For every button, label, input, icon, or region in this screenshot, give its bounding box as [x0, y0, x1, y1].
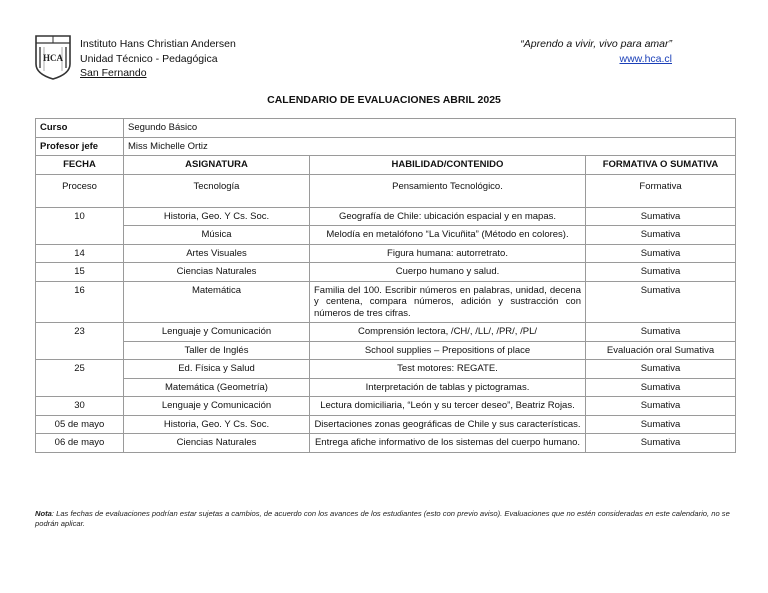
footnote-text: : Las fechas de evaluaciones podrían estar sujetas a cambios, de acuerdo con los avances de los estudiantes (esto con previo aviso). Evaluaciones que no estén consideradas en este calendario, no se podrán aplicar.	[35, 509, 730, 528]
cell-asignatura: Ciencias Naturales	[124, 434, 310, 453]
evaluations-table	[35, 118, 736, 453]
cell-tipo: Sumativa	[586, 263, 736, 282]
cell-fecha: 06 de mayo	[36, 434, 124, 453]
cell-tipo: Sumativa	[586, 378, 736, 397]
cell-asignatura: Tecnología	[124, 174, 310, 207]
cell-tipo: Sumativa	[586, 415, 736, 434]
cell-asignatura: Artes Visuales	[124, 244, 310, 263]
cell-tipo: Formativa	[586, 174, 736, 207]
school-motto: “Aprendo a vivir, vivo para amar”	[520, 38, 672, 50]
teacher-value: Miss Michelle Ortiz	[124, 137, 736, 156]
cell-contenido: School supplies – Prepositions of place	[310, 341, 586, 360]
cell-fecha: 10	[36, 207, 124, 244]
cell-fecha: Proceso	[36, 174, 124, 207]
cell-asignatura: Música	[124, 226, 310, 245]
cell-contenido: Interpretación de tablas y pictogramas.	[310, 378, 586, 397]
cell-asignatura: Lenguaje y Comunicación	[124, 323, 310, 342]
table-row	[36, 281, 736, 323]
cell-contenido: Comprensión lectora, /CH/, /LL/, /PR/, /PL/	[310, 323, 586, 342]
cell-contenido: Lectura domiciliaria, “León y su tercer deseo”, Beatriz Rojas.	[310, 397, 586, 416]
motto-block	[520, 37, 672, 66]
table-header-row	[36, 156, 736, 175]
table-row	[36, 360, 736, 379]
cell-tipo: Sumativa	[586, 207, 736, 226]
column-header-contenido: HABILIDAD/CONTENIDO	[310, 156, 586, 175]
cell-tipo: Evaluación oral Sumativa	[586, 341, 736, 360]
table-row	[36, 174, 736, 207]
cell-fecha: 15	[36, 263, 124, 282]
cell-asignatura: Matemática	[124, 281, 310, 323]
cell-fecha: 30	[36, 397, 124, 416]
logo-letters: HCA	[43, 53, 63, 63]
table-row	[36, 378, 736, 397]
cell-contenido: Geografía de Chile: ubicación espacial y en mapas.	[310, 207, 586, 226]
institution-name: Instituto Hans Christian Andersen	[80, 38, 236, 50]
cell-contenido: Melodía en metalófono “La Vicuñita” (Método en colores).	[310, 226, 586, 245]
teacher-row	[36, 137, 736, 156]
cell-asignatura: Taller de Inglés	[124, 341, 310, 360]
footnote-label: Nota	[35, 509, 52, 518]
cell-tipo: Sumativa	[586, 226, 736, 245]
institution-block	[80, 37, 236, 81]
cell-tipo: Sumativa	[586, 281, 736, 323]
cell-fecha: 14	[36, 244, 124, 263]
cell-asignatura: Lenguaje y Comunicación	[124, 397, 310, 416]
cell-tipo: Sumativa	[586, 323, 736, 342]
cell-fecha: 16	[36, 281, 124, 323]
course-label: Curso	[36, 119, 124, 138]
cell-asignatura: Historia, Geo. Y Cs. Soc.	[124, 415, 310, 434]
table-row	[36, 341, 736, 360]
unit-name: Unidad Técnico - Pedagógica	[80, 52, 218, 65]
website-link[interactable]: www.hca.cl	[619, 52, 672, 65]
table-row	[36, 226, 736, 245]
cell-contenido: Figura humana: autorretrato.	[310, 244, 586, 263]
table-row	[36, 397, 736, 416]
table-row	[36, 244, 736, 263]
table-row	[36, 263, 736, 282]
cell-fecha: 23	[36, 323, 124, 360]
footnote	[35, 509, 735, 529]
cell-asignatura: Ciencias Naturales	[124, 263, 310, 282]
cell-contenido: Cuerpo humano y salud.	[310, 263, 586, 282]
school-logo	[34, 34, 72, 80]
cell-asignatura: Historia, Geo. Y Cs. Soc.	[124, 207, 310, 226]
cell-tipo: Sumativa	[586, 360, 736, 379]
teacher-label: Profesor jefe	[36, 137, 124, 156]
table-row	[36, 415, 736, 434]
cell-contenido: Test motores: REGATE.	[310, 360, 586, 379]
cell-asignatura: Ed. Física y Salud	[124, 360, 310, 379]
page-title: CALENDARIO DE EVALUACIONES ABRIL 2025	[267, 94, 501, 106]
course-value: Segundo Básico	[124, 119, 736, 138]
column-header-fecha: FECHA	[36, 156, 124, 175]
cell-contenido: Pensamiento Tecnológico.	[310, 174, 586, 207]
column-header-asignatura: ASIGNATURA	[124, 156, 310, 175]
table-row	[36, 323, 736, 342]
city-name: San Fernando	[80, 67, 147, 79]
table-row	[36, 434, 736, 453]
cell-fecha: 05 de mayo	[36, 415, 124, 434]
cell-contenido: Familia del 100. Escribir números en palabras, unidad, decena y centena, compara números, adición y sustracción con números de tres cifras.	[310, 281, 586, 323]
cell-tipo: Sumativa	[586, 397, 736, 416]
cell-tipo: Sumativa	[586, 244, 736, 263]
cell-asignatura: Matemática (Geometría)	[124, 378, 310, 397]
cell-contenido: Disertaciones zonas geográficas de Chile y sus características.	[310, 415, 586, 434]
cell-tipo: Sumativa	[586, 434, 736, 453]
column-header-tipo: FORMATIVA O SUMATIVA	[586, 156, 736, 175]
table-row	[36, 207, 736, 226]
cell-fecha: 25	[36, 360, 124, 397]
cell-contenido: Entrega afiche informativo de los sistemas del cuerpo humano.	[310, 434, 586, 453]
course-row	[36, 119, 736, 138]
